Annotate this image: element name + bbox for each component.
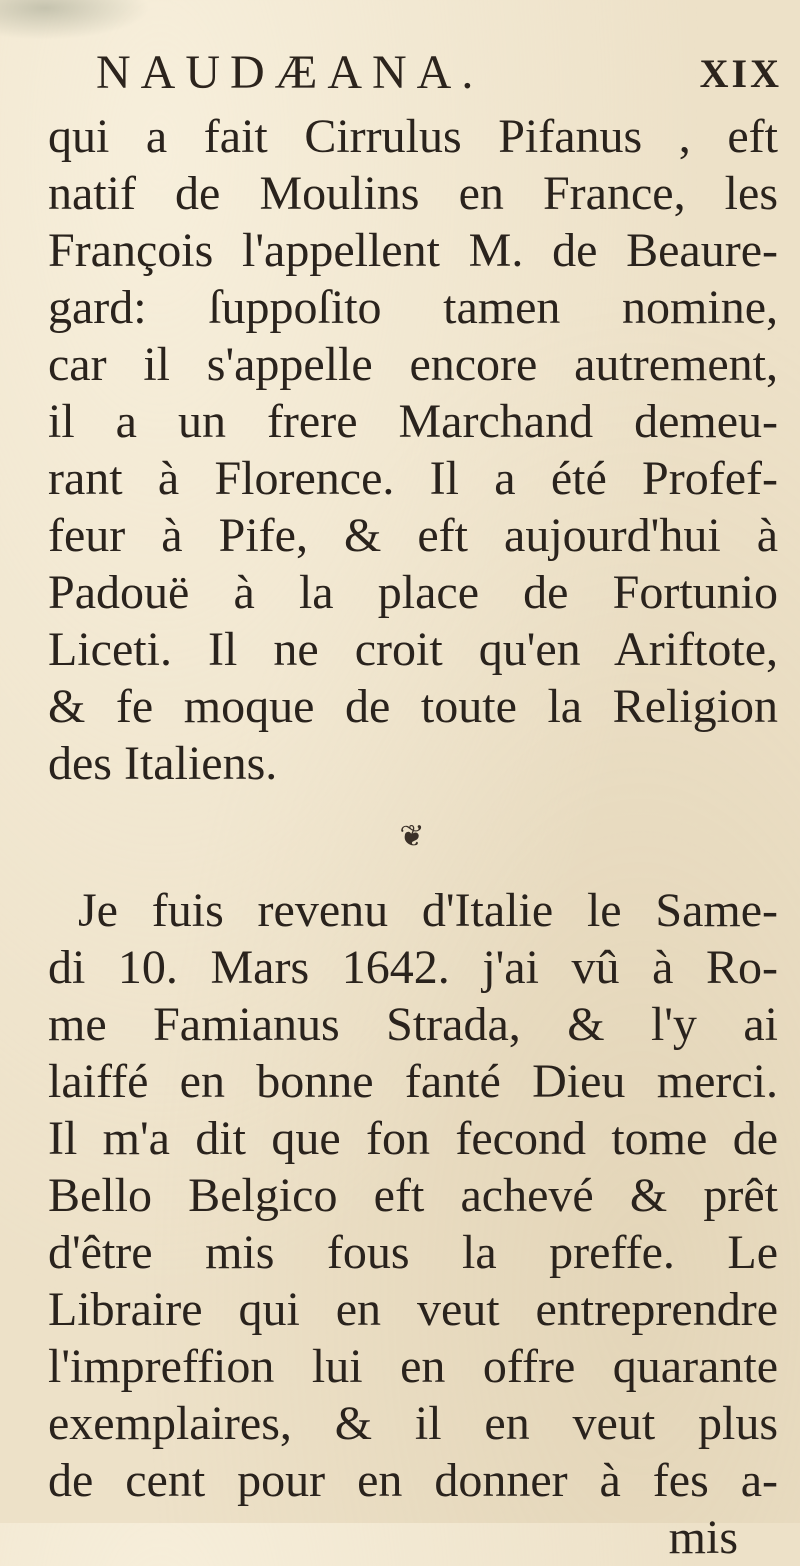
running-title: NAUDÆANA. bbox=[96, 46, 484, 99]
text-line: Padouë à la place de Fortunio bbox=[48, 566, 778, 619]
text-line: l'impreffion lui en offre quarante bbox=[48, 1340, 778, 1393]
text-line: de cent pour en donner à fes a- bbox=[48, 1454, 778, 1507]
running-head bbox=[96, 48, 786, 98]
paper-stain bbox=[0, 0, 150, 40]
text-line: des Italiens. bbox=[48, 737, 278, 790]
text-line: di 10. Mars 1642. j'ai vû à Ro- bbox=[48, 941, 778, 994]
text-line: laiffé en bonne fanté Dieu merci. bbox=[48, 1055, 778, 1108]
text-line: qui a fait Cirrulus Pifanus , eft bbox=[48, 110, 778, 163]
page-number: XIX bbox=[699, 51, 782, 96]
text-line: feur à Pife, & eft aujourd'hui à bbox=[48, 509, 778, 562]
ornament-icon: ❦ bbox=[399, 819, 427, 854]
text-line: François l'appellent M. de Beaure- bbox=[48, 224, 778, 277]
catchword: mis bbox=[668, 1511, 738, 1564]
text-line: Bello Belgico eft achevé & prêt bbox=[48, 1169, 778, 1222]
text-line: gard: ſuppoſito tamen nomine, bbox=[48, 281, 778, 334]
text-line: & fe moque de toute la Religion bbox=[48, 680, 778, 733]
body-text bbox=[48, 108, 778, 1566]
text-line: exemplaires, & il en veut plus bbox=[48, 1397, 778, 1450]
text-line: Il m'a dit que fon fecond tome de bbox=[48, 1112, 778, 1165]
text-line: me Famianus Strada, & l'y ai bbox=[48, 998, 778, 1051]
text-line: Liceti. Il ne croit qu'en Ariftote, bbox=[48, 623, 778, 676]
text-line: Je fuis revenu d'Italie le Same- bbox=[78, 884, 778, 937]
text-line: rant à Florence. Il a été Profef- bbox=[48, 452, 778, 505]
text-line: natif de Moulins en France, les bbox=[48, 167, 778, 220]
text-line: Libraire qui en veut entreprendre bbox=[48, 1283, 778, 1336]
text-line: d'être mis fous la preffe. Le bbox=[48, 1226, 778, 1279]
text-line: car il s'appelle encore autrement, bbox=[48, 338, 778, 391]
text-line: il a un frere Marchand demeu- bbox=[48, 395, 778, 448]
